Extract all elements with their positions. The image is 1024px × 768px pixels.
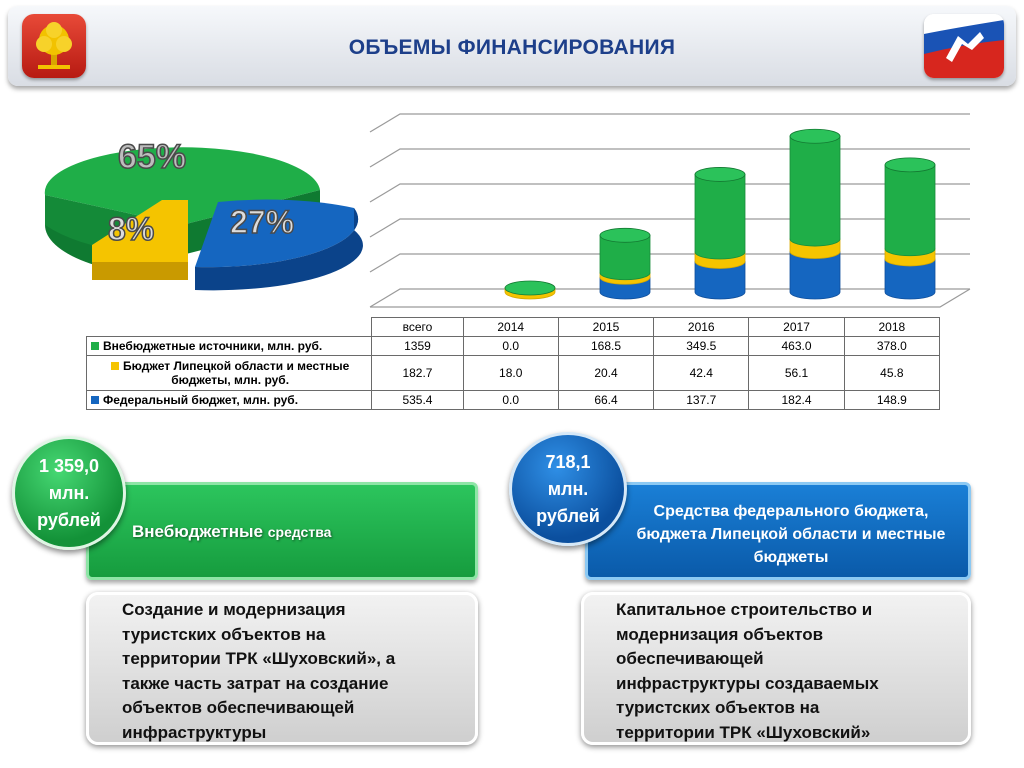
legend-row-label bbox=[87, 356, 372, 391]
budget-amount-text bbox=[512, 449, 624, 530]
bar-cap-2016 bbox=[695, 167, 745, 181]
table-cell: 66.4 bbox=[558, 391, 653, 410]
amount-line: 718,1 bbox=[545, 452, 591, 472]
budget-panel-title: Средства федерального бюджета, бюджета Липецкой области и местные бюджеты bbox=[636, 503, 946, 566]
table-cell: 0.0 bbox=[463, 391, 558, 410]
amount-line: млн. bbox=[48, 483, 90, 503]
table-cell: 182.7 bbox=[372, 356, 463, 391]
legend-swatch-blue bbox=[91, 396, 99, 404]
table-header-row bbox=[87, 318, 940, 337]
legend-text: Бюджет Липецкой области и местные бюджеты, млн. руб. bbox=[123, 359, 350, 387]
table-header-cell: 2015 bbox=[558, 318, 653, 337]
legend-row-label bbox=[87, 337, 372, 356]
pie-label-8: 8% bbox=[108, 211, 155, 247]
amount-line: 1 359,0 bbox=[38, 456, 100, 476]
bar-cap-2015 bbox=[600, 228, 650, 242]
legend-text: Внебюджетные источники, млн. руб. bbox=[103, 339, 323, 353]
table-cell: 1359 bbox=[372, 337, 463, 356]
pie-label-65: 65% bbox=[118, 138, 187, 176]
legend-swatch-yellow bbox=[111, 362, 119, 370]
gridline bbox=[370, 254, 970, 272]
table-row bbox=[87, 356, 940, 391]
chart-floor-edge bbox=[370, 289, 970, 307]
gridline bbox=[370, 184, 970, 202]
table-corner bbox=[87, 318, 372, 337]
table-cell: 42.4 bbox=[654, 356, 749, 391]
budget-amount-badge bbox=[509, 432, 627, 546]
amount-line: млн. bbox=[547, 479, 589, 499]
offbudget-title-main: Внебюджетные bbox=[132, 522, 263, 541]
offbudget-title-rest: средства bbox=[267, 524, 332, 540]
table-cell: 18.0 bbox=[463, 356, 558, 391]
table-cell: 168.5 bbox=[558, 337, 653, 356]
legend-swatch-green bbox=[91, 342, 99, 350]
bar-cap-2014 bbox=[505, 281, 555, 295]
amount-line: рублей bbox=[37, 510, 101, 530]
table-row bbox=[87, 337, 940, 356]
table-cell: 0.0 bbox=[463, 337, 558, 356]
flag-bear-icon bbox=[924, 14, 1004, 78]
table-cell: 20.4 bbox=[558, 356, 653, 391]
offbudget-amount-text bbox=[15, 453, 123, 534]
gridline bbox=[370, 149, 970, 167]
table-cell: 535.4 bbox=[372, 391, 463, 410]
party-flag-logo bbox=[924, 14, 1004, 78]
table-cell: 378.0 bbox=[844, 337, 939, 356]
bar-segment-2016-0 bbox=[695, 174, 745, 259]
table-header-cell: 2017 bbox=[749, 318, 844, 337]
bar-segment-2018-0 bbox=[885, 165, 935, 256]
chart-bars bbox=[505, 129, 935, 299]
table-header-cell: 2018 bbox=[844, 318, 939, 337]
table-header-cell: 2016 bbox=[654, 318, 749, 337]
bar-chart bbox=[340, 95, 980, 320]
bar-cap-2017 bbox=[790, 129, 840, 143]
table-cell: 182.4 bbox=[749, 391, 844, 410]
pie-chart bbox=[30, 130, 370, 300]
offbudget-description: Создание и модернизация туристских объектов на территории ТРК «Шуховский», а также часть затрат на создание объектов обеспечивающей инфраструктуры bbox=[122, 600, 396, 742]
table-cell: 148.9 bbox=[844, 391, 939, 410]
legend-text: Федеральный бюджет, млн. руб. bbox=[103, 393, 299, 407]
bar-cap-2018 bbox=[885, 158, 935, 172]
table-row bbox=[87, 391, 940, 410]
header-bar bbox=[8, 6, 1016, 86]
table-cell: 137.7 bbox=[654, 391, 749, 410]
table-cell: 349.5 bbox=[654, 337, 749, 356]
table-cell: 45.8 bbox=[844, 356, 939, 391]
legend-row-label bbox=[87, 391, 372, 410]
gridline bbox=[370, 289, 970, 307]
pie-slice-yellow-side bbox=[92, 262, 188, 280]
table-cell: 56.1 bbox=[749, 356, 844, 391]
gridline bbox=[370, 219, 970, 237]
table-cell: 463.0 bbox=[749, 337, 844, 356]
page-title: ОБЪЕМЫ ФИНАНСИРОВАНИЯ bbox=[348, 36, 676, 59]
pie-label-27: 27% bbox=[230, 204, 295, 240]
table-header-cell: 2014 bbox=[463, 318, 558, 337]
gridline bbox=[370, 114, 970, 132]
amount-line: рублей bbox=[536, 506, 600, 526]
data-table bbox=[86, 317, 940, 410]
offbudget-amount-badge bbox=[12, 436, 126, 550]
bar-segment-2017-0 bbox=[790, 136, 840, 246]
offbudget-panel-title bbox=[132, 522, 331, 542]
chart-gridlines bbox=[370, 114, 970, 307]
budget-description: Капитальное строительство и модернизация объектов обеспечивающей инфраструктуры создаваемых туристских объектов на территории ТРК «Шуховский» bbox=[616, 600, 879, 742]
table-header-cell: всего bbox=[372, 318, 463, 337]
